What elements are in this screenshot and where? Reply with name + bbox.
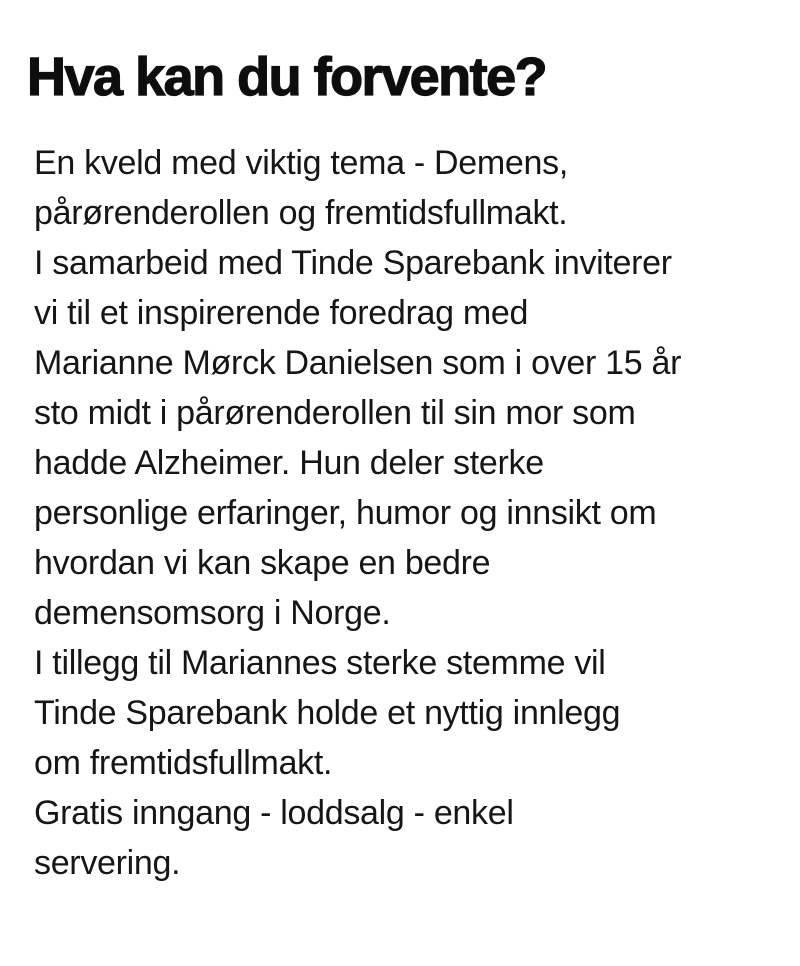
text-line: sto midt i pårørenderollen til sin mor som: [34, 394, 636, 433]
text-line: Marianne Mørck Danielsen som i over 15 år: [34, 344, 682, 383]
text-line: Tinde Sparebank holde et nyttig innlegg: [34, 694, 621, 733]
text-line: hvordan vi kan skape en bedre: [34, 544, 491, 583]
text-line: om fremtidsfullmakt.: [34, 744, 333, 783]
text-line: I samarbeid med Tinde Sparebank inviterer: [34, 244, 672, 283]
event-description-text: [34, 138, 780, 888]
text-line: personlige erfaringer, humor og innsikt om: [34, 494, 657, 533]
text-line: pårørenderollen og fremtidsfullmakt.: [34, 194, 568, 233]
page-title: Hva kan du forvente?: [27, 47, 547, 107]
text-line: demensomsorg i Norge.: [34, 594, 391, 633]
text-line: servering.: [34, 844, 181, 883]
text-line: I tillegg til Mariannes sterke stemme vil: [34, 644, 606, 683]
text-line: hadde Alzheimer. Hun deler sterke: [34, 444, 544, 483]
text-line: Gratis inngang - loddsalg - enkel: [34, 794, 514, 833]
text-line: En kveld med viktig tema - Demens,: [34, 144, 568, 183]
text-line: vi til et inspirerende foredrag med: [34, 294, 529, 333]
